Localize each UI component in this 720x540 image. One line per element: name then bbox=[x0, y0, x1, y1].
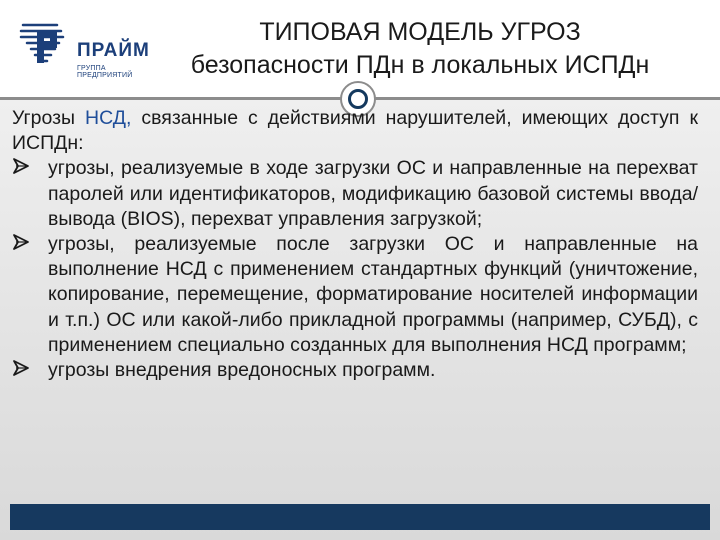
list-item-text: угрозы внедрения вредоносных программ. bbox=[48, 359, 436, 382]
list-item bbox=[12, 358, 698, 383]
list-item-text: угрозы, реализуемые в ходе загрузки ОС и направленные на перехват паролей или идентификаторов, модификацию базовой системы ввода/вывода (BIOS), перехват управления загрузкой; bbox=[48, 157, 698, 230]
arrow-bullet-icon bbox=[12, 156, 34, 183]
footer-bar bbox=[10, 504, 710, 530]
slide-body bbox=[12, 106, 698, 383]
intro-text-end: связанные с действиями нарушителей, имеющих доступ к ИСПДн: bbox=[12, 107, 698, 155]
list-item bbox=[12, 156, 698, 232]
list-item-text: угрозы, реализуемые после загрузки ОС и направленные на выполнение НСД с применением стандартных функций (уничтожение, копирование, перемещение, форматирование носителей информации и т.п.) ОС или какой-либо прикладной программы (например, СУБД), с применением специально созданных для выполнения НСД программ; bbox=[48, 233, 698, 356]
arrow-bullet-icon bbox=[12, 232, 34, 259]
intro-text-start: Угрозы bbox=[12, 107, 86, 129]
slide-subtitle: безопасности ПДн в локальных ИСПДн bbox=[190, 51, 650, 79]
intro-paragraph bbox=[12, 106, 698, 156]
arrow-bullet-icon bbox=[12, 358, 34, 385]
list-item bbox=[12, 232, 698, 358]
logo-emblem-icon bbox=[17, 17, 71, 72]
intro-highlight: НСД, bbox=[85, 107, 132, 129]
slide-title: ТИПОВАЯ МОДЕЛЬ УГРОЗ bbox=[259, 18, 581, 46]
logo-subtitle: ГРУППА ПРЕДПРИЯТИЙ bbox=[77, 65, 133, 79]
threat-list bbox=[12, 156, 698, 383]
logo-name: ПРАЙМ bbox=[77, 40, 150, 61]
company-logo bbox=[17, 17, 150, 79]
